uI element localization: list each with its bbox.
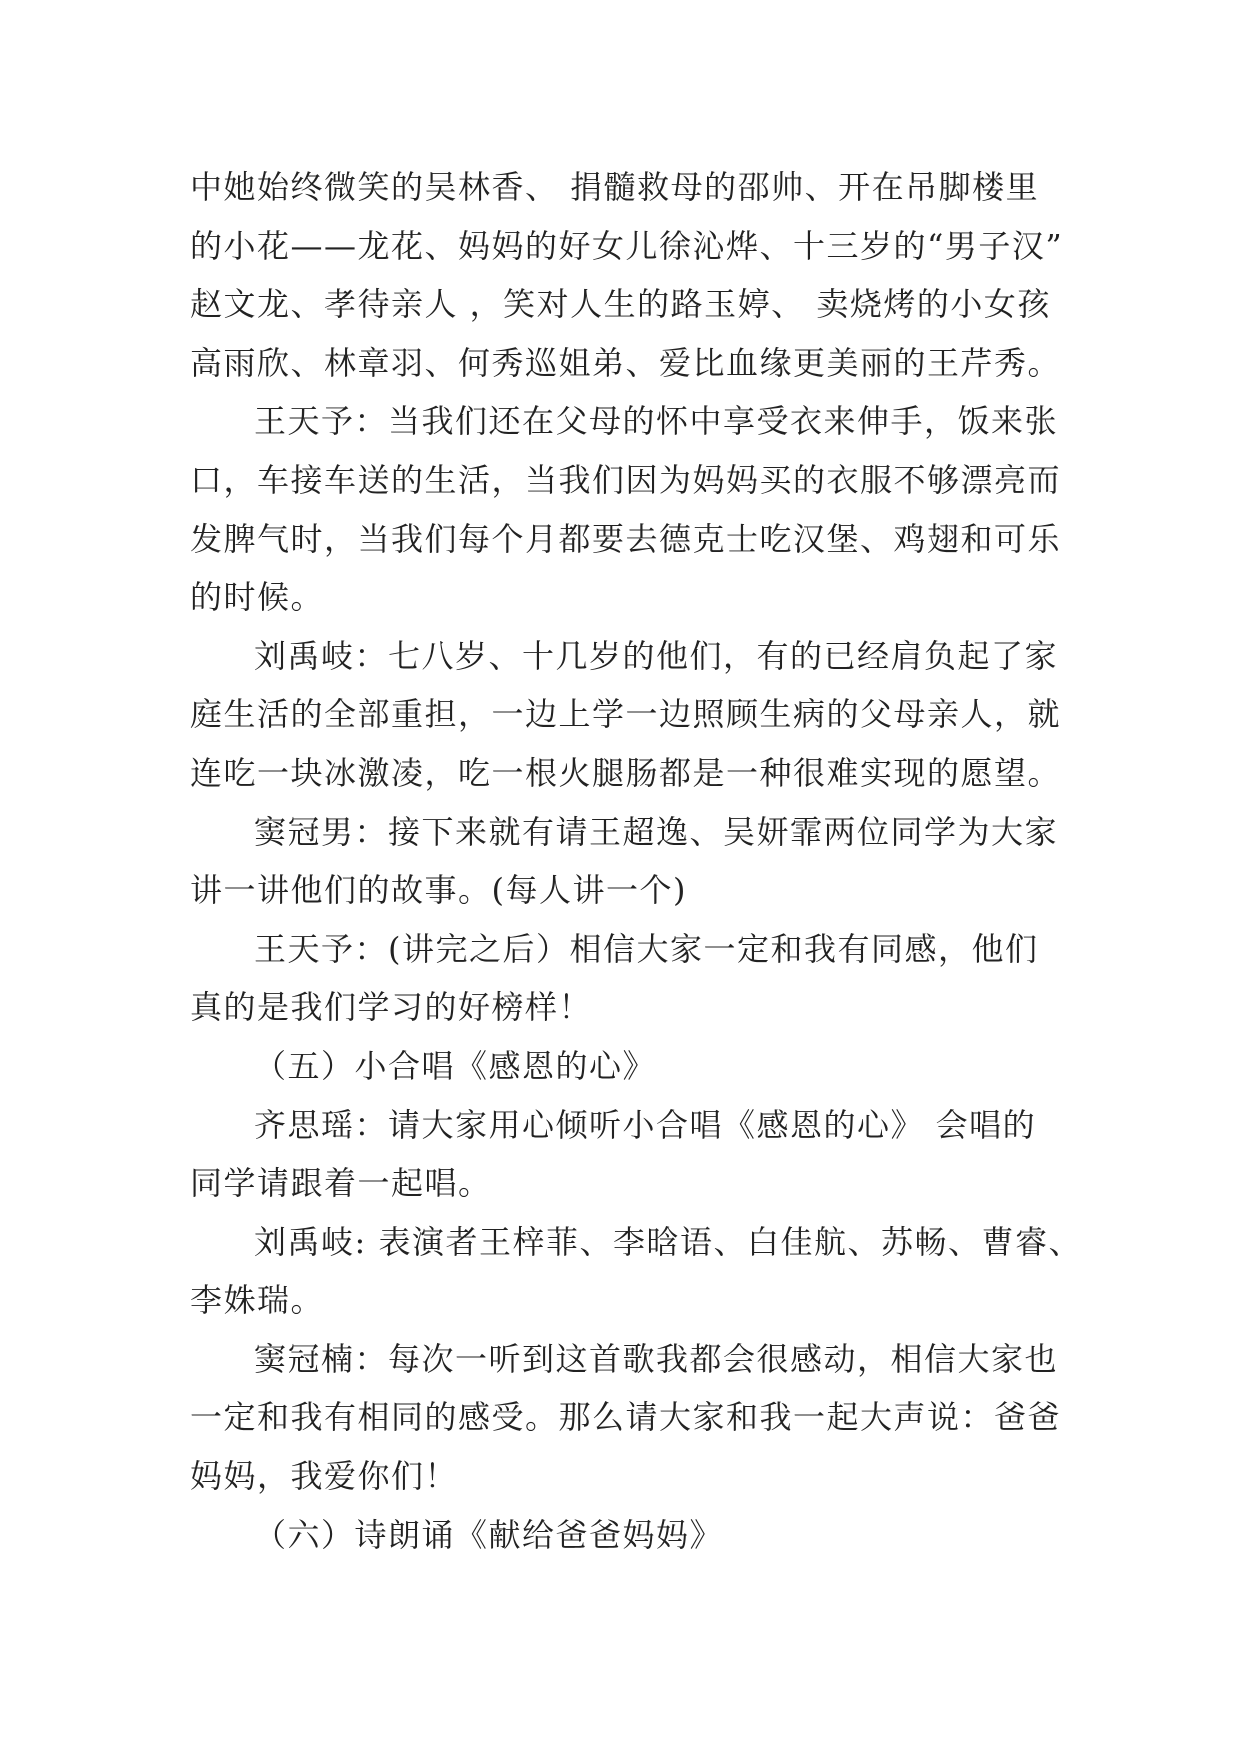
text-line-22: 一定和我有相同的感受。那么请大家和我一起大声说：爸爸: [190, 1398, 1062, 1437]
text-line-21: 窦冠楠：每次一听到这首歌我都会很感动，相信大家也: [254, 1339, 1059, 1378]
text-line-4: 高雨欣、林章羽、何秀巡姐弟、爱比血缘更美丽的王芹秀。: [190, 343, 1062, 382]
text-line-13: 讲一讲他们的故事。(每人讲一个): [190, 871, 687, 910]
text-line-1: 中她始终微笑的吴林香、 捐髓救母的邵帅、开在吊脚楼里: [190, 168, 1040, 206]
section-heading-5: （五）小合唱《感恩的心》: [254, 1046, 657, 1085]
text-line-19: 刘禹岐: 表演者王梓菲、李晗语、白佳航、苏畅、曹睿、: [254, 1222, 1082, 1261]
text-line-3: 赵文龙、孝待亲人 ，笑对人生的路玉婷、 卖烧烤的小女孩: [190, 285, 1051, 324]
text-line-11: 连吃一块冰激凌，吃一根火腿肠都是一种很难实现的愿望。: [190, 753, 1062, 792]
section-heading-6: （六）诗朗诵《献给爸爸妈妈》: [254, 1515, 724, 1554]
text-line-15: 真的是我们学习的好榜样！: [190, 988, 593, 1027]
document-page: [190, 158, 1082, 1564]
text-line-6: 口，车接车送的生活，当我们因为妈妈买的衣服不够漂亮而: [190, 460, 1062, 499]
text-line-7: 发脾气时，当我们每个月都要去德克士吃汉堡、鸡翅和可乐: [190, 519, 1062, 558]
text-line-12: 窦冠男：接下来就有请王超逸、吴妍霏两位同学为大家: [254, 812, 1059, 851]
text-line-18: 同学请跟着一起唱。: [190, 1164, 492, 1203]
text-line-20: 李姝瑞。: [190, 1281, 325, 1320]
text-line-23: 妈妈，我爱你们！: [190, 1457, 459, 1496]
text-line-9: 刘禹岐：七八岁、十几岁的他们，有的已经肩负起了家: [254, 636, 1059, 675]
text-line-10: 庭生活的全部重担，一边上学一边照顾生病的父母亲人，就: [190, 695, 1062, 734]
text-line-5: 王天予：当我们还在父母的怀中享受衣来伸手，饭来张: [254, 402, 1059, 441]
text-line-2: 的小花——龙花、妈妈的好女儿徐沁烨、十三岁的“男子汉”: [190, 226, 1064, 265]
text-line-14: 王天予：(讲完之后）相信大家一定和我有同感，他们: [254, 929, 1039, 968]
text-line-8: 的时候。: [190, 578, 325, 617]
text-line-17: 齐思瑶：请大家用心倾听小合唱《感恩的心》 会唱的: [254, 1105, 1037, 1144]
